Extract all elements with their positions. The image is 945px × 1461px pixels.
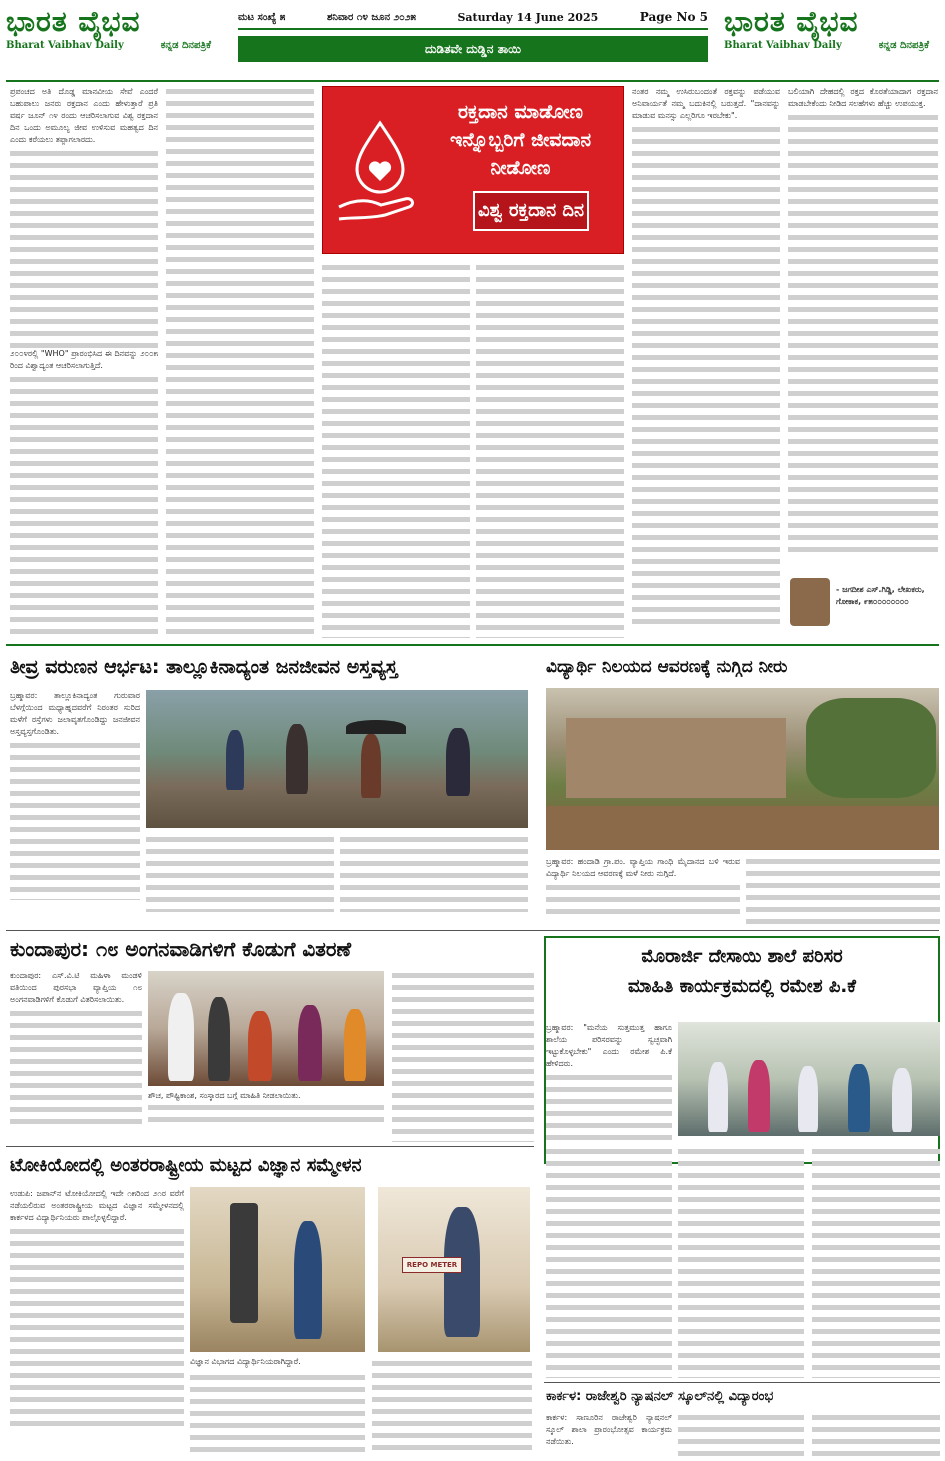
- person-figure: [208, 997, 230, 1081]
- person-figure: [248, 1011, 272, 1081]
- story-lead: ಕಾರ್ಕಳ: ಸಾಣೂರಿನ ರಾಜೇಶ್ವರಿ ನ್ಯಾಷನಲ್ ಸ್ಕೂಲ್‌ ಶಾಲಾ ಪ್ರಾರಂಭೋತ್ಸವ ಕಾರ್ಯಕ್ರಮ ನಡೆಯಿತು.: [546, 1413, 672, 1446]
- story-body-column: [340, 834, 528, 912]
- section-divider: [544, 1382, 940, 1383]
- story-headline: ಕುಂದಾಪುರ: ೧೮ ಅಂಗನವಾಡಿಗಳಿಗೆ ಕೊಡುಗೆ ವಿತರಣೆ: [10, 937, 352, 961]
- story-lead-column: [546, 1412, 672, 1456]
- person-figure: [286, 724, 308, 794]
- poster-band-title: ವಿಶ್ವ ರಕ್ತದಾನ ದಿನ: [473, 191, 589, 231]
- school-event-photo: [678, 1022, 940, 1136]
- body-text-lines: [788, 112, 938, 552]
- masthead-divider: [6, 80, 939, 82]
- umbrella-figure: [346, 720, 406, 734]
- author-photo: [790, 578, 830, 626]
- feature-column-5: [788, 86, 938, 574]
- photo-caption-text: ಶೌಚ, ಪೌಷ್ಟಿಕಾಂಶ, ಸಂಸ್ಕಾರದ ಬಗ್ಗೆ ಮಾಹಿತಿ ನೀಡಲಾಯಿತು.: [148, 1091, 301, 1100]
- photo-caption: ವಿಜ್ಞಾನ ವಿಭಾಗದ ವಿದ್ಯಾರ್ಥಿನಿಯರಾಗಿದ್ದಾರೆ.: [190, 1357, 301, 1366]
- story-lead: ಉಡುಪಿ: ಜಪಾನ್‌ನ ಟೋಕಿಯೋದಲ್ಲಿ ಇದೇ ೧೫ರಿಂದ ೨೧ರ ವರೆಗೆ ನಡೆಯಲಿರುವ ಅಂತರರಾಷ್ಟ್ರೀಯ ಮಟ್ಟದ ವಿಜ್ಞಾನ ಸಮ್ಮೇಳನದಲ್ಲಿ ಕಾರ್ಕಳದ ವಿದ್ಯಾರ್ಥಿನಿಯರು ಪಾಲ್ಗೊಳ್ಳಲಿದ್ದಾರೆ.: [10, 1189, 184, 1222]
- building-wall: [566, 718, 786, 798]
- story-body-column: [812, 1146, 940, 1378]
- poster-line-3: ನೀಡೋಣ: [490, 157, 551, 179]
- hostel-flood-photo: [546, 688, 939, 850]
- story-lead: ಕುಂದಾಪುರ: ಎಸ್.ವಿ.ಟಿ ಮಹಿಳಾ ಮಂಡಳಿ ವತಿಯಿಂದ ಪುರಸಭಾ ವ್ಯಾಪ್ತಿಯ ೧೮ ಅಂಗನವಾಡಿಗಳಿಗೆ ಕೊಡುಗೆ ವಿತರಿಸಲಾಯಿತು.: [10, 971, 142, 1004]
- brand-logo-left: [6, 4, 221, 74]
- brand-logo-right: [724, 4, 939, 74]
- project-sign: REPO METER: [402, 1257, 462, 1273]
- photo-caption: [148, 1090, 384, 1138]
- body-text-lines: [546, 1072, 672, 1140]
- poster-line-2: ಇನ್ನೊಬ್ಬರಿಗೆ ಜೀವದಾನ: [449, 129, 592, 151]
- student-figure: [798, 1066, 818, 1132]
- story-body-column: [812, 1412, 940, 1456]
- brand-english-name: Bharat Vaibhav Daily: [6, 40, 124, 51]
- story-body-column: [546, 1146, 672, 1378]
- feature-who-text: ೨೦೦೪ರಲ್ಲಿ "WHO" ಪ್ರಾರಂಭಿಸಿದ ಈ ದಿನವನ್ನು ೨೦೦೫ ರಿಂದ ವಿಶ್ವಾದ್ಯಂತ ಆಚರಿಸಲಾಗುತ್ತಿದೆ.: [10, 349, 158, 370]
- story-lead: ಬ್ರಹ್ಮಾವರ: "ಮನೆಯ ಸುತ್ತಮುತ್ತ ಹಾಗೂ ಶಾಲೆಯ ಪರಿಸರವನ್ನು ಸ್ವಚ್ಛವಾಗಿ ಇಟ್ಟುಕೊಳ್ಳಬೇಕು" ಎಂದು ರಮೇಶ ಪಿ.ಕೆ ಹೇಳಿದರು.: [546, 1023, 672, 1068]
- feature-column-2: [166, 86, 314, 638]
- story-body-column: [678, 1412, 804, 1456]
- body-text-lines: [10, 148, 158, 348]
- story-body-column: [372, 1358, 532, 1452]
- flood-photo: [146, 690, 528, 828]
- story-body-column: [678, 1146, 804, 1378]
- brand-subtitle: [724, 40, 939, 51]
- poster-line-1: ರಕ್ತದಾನ ಮಾಡೋಣ: [457, 101, 584, 123]
- story-lead-column: [10, 690, 140, 912]
- story-headline: ಕಾರ್ಕಳ: ರಾಜೇಶ್ವರಿ ನ್ಯಾಷನಲ್ ಸ್ಕೂಲ್‌ನಲ್ಲಿ ವಿದ್ಯಾರಂಭ: [546, 1389, 774, 1404]
- story-headline: ಟೋಕಿಯೋದಲ್ಲಿ ಅಂತರರಾಷ್ಟ್ರೀಯ ಮಟ್ಟದ ವಿಜ್ಞಾನ ಸಮ್ಮೇಳನ: [10, 1155, 362, 1176]
- author-byline: - ಜಗದೀಶ ಎಸ್.ಗಿಡ್ಡಿ, ಲೇಖಕರು, ಗೋಕಾಕ, ೯೫೦೦೦೦೦೦೦೦: [836, 585, 925, 606]
- brand-english-name: Bharat Vaibhav Daily: [724, 40, 842, 51]
- story-lead: ಬ್ರಹ್ಮಾವರ: ತಾಲ್ಲೂಕಿನಾದ್ಯಂತ ಗುರುವಾರ ಬೆಳಗ್ಗೆಯಿಂದ ಮಧ್ಯಾಹ್ನದವರೆಗೆ ನಿರಂತರ ಸುರಿದ ಮಳೆಗೆ ರಸ್ತೆಗಳು ಜಲಾವೃತಗೊಂಡಿದ್ದು ಜನಜೀವನ ಅಸ್ತವ್ಯಸ್ತಗೊಂಡಿತು.: [10, 691, 140, 736]
- hand-heart-icon: [335, 115, 425, 225]
- body-text-lines: [148, 1102, 384, 1126]
- issue-number: ಮಟ ಸಂಖ್ಯೆ ೫: [238, 11, 286, 23]
- feature-column-3b: [476, 262, 624, 638]
- brand-kannada-sub: ಕನ್ನಡ ದಿನಪತ್ರಿಕೆ: [160, 40, 211, 51]
- person-figure: [298, 1005, 322, 1081]
- masthead: [0, 0, 945, 78]
- story-lead-column: [10, 1188, 184, 1452]
- story-lead-column: [546, 1022, 672, 1140]
- body-text-lines: [10, 374, 158, 638]
- story-body-column: [746, 856, 940, 928]
- story-headline-line-1: ಮೊರಾರ್ಜಿ ದೇಸಾಯಿ ಶಾಲೆ ಪರಿಸರ: [641, 946, 843, 967]
- story-headline-line-2: ಮಾಹಿತಿ ಕಾರ್ಯಕ್ರಮದಲ್ಲಿ ರಮೇಶ ಪಿ.ಕೆ: [627, 976, 857, 997]
- story-body-column: [146, 834, 334, 912]
- brand-title: ಭಾರತ ವೈಭವ: [724, 5, 859, 38]
- story-lead-column: [546, 856, 740, 928]
- feature-col4-text: ನಂತರ ನಮ್ಮ ಉಸಿರುಬಂದಂತೆ ರಕ್ತವನ್ನು ಪಡೆಯುವ ಅನಿವಾರ್ಯತೆ ನಮ್ಮ ಬದುಕಿನಲ್ಲಿ ಬರುತ್ತದೆ. "ದಾನವನ್ನು ಮಾಡುವ ಮನಸ್ಸು ಎಲ್ಲರಿಗೂ ಇರಬೇಕು".: [632, 87, 780, 120]
- student-project-photo-2: [378, 1187, 530, 1352]
- feature-column-1: [10, 86, 158, 638]
- feature-column-3a: [322, 262, 470, 638]
- page-number: Page No 5: [639, 10, 708, 24]
- story-body-column: [392, 970, 534, 1142]
- section-divider: [6, 644, 939, 646]
- story-lead-column: [10, 970, 142, 1142]
- person-figure: [344, 1009, 366, 1081]
- section-divider: [6, 1146, 534, 1147]
- person-figure: [848, 1064, 870, 1132]
- body-text-lines: [10, 740, 140, 900]
- body-text-lines: [10, 1008, 142, 1128]
- brand-kannada-sub: ಕನ್ನಡ ದಿನಪತ್ರಿಕೆ: [878, 40, 929, 51]
- student-figure: [708, 1062, 728, 1132]
- student-project-photo-1: [190, 1187, 365, 1352]
- body-text-lines: [632, 124, 780, 624]
- student-figure: [294, 1221, 322, 1339]
- kannada-date: ಶನಿವಾರ ೧೪ ಜೂನ ೨೦೨೫: [326, 11, 416, 23]
- story-headline: ವಿದ್ಯಾರ್ಥಿ ನಿಲಯದ ಆವರಣಕ್ಕೆ ನುಗ್ಗಿದ ನೀರು: [546, 657, 788, 677]
- story-body-column: [190, 1372, 365, 1452]
- blood-donation-poster: [322, 86, 624, 254]
- person-figure: [748, 1060, 770, 1132]
- person-figure: [361, 734, 381, 798]
- story-headline: ತೀವ್ರ ವರುಣನ ಆರ್ಭಟ: ತಾಲ್ಲೂಕಿನಾದ್ಯಂತ ಜನಜೀವನ ಅಸ್ತವ್ಯಸ್ತ: [10, 656, 398, 678]
- body-text-lines: [546, 882, 740, 918]
- brand-subtitle: [6, 40, 221, 51]
- muddy-water: [546, 806, 939, 850]
- person-figure: [168, 993, 194, 1081]
- person-figure: [446, 728, 470, 796]
- body-text-lines: [10, 1226, 184, 1426]
- feature-col5-text: ಬಲಿಯಾಗಿ ದೇಹದಲ್ಲಿ ರಕ್ತದ ಕೊರತೆಯಾದಾಗ ರಕ್ತದಾನ ಮಾಡಬೇಕೆಂದು ನೀಡಿದ ಸಲಹೆಗಳು ಹೆಚ್ಚು ಉಪಯುಕ್ತ.: [788, 87, 938, 108]
- feature-intro-text: ಪ್ರಪಂಚದ ಅತಿ ದೊಡ್ಡ ಮಾನವೀಯ ಸೇವೆ ಎಂದರೆ ಬಹುಪಾಲು ಜನರು ರಕ್ತದಾನ ಎಂದು ಹೇಳುತ್ತಾರೆ ಪ್ರತಿ ವರ್ಷ ಜೂನ್ ೧೪ ರಂದು ಆಚರಿಸಲಾಗುವ ವಿಶ್ವ ರಕ್ತದಾನ ದಿನ ಒಂದು ಅಮೂಲ್ಯ ಜೀವ ಉಳಿಸುವ ಮಹತ್ವದ ದಿನ ಎಂದು ಕರೆಯಲು ತಪ್ಪಾಗಲಾರದು.: [10, 87, 158, 144]
- author-block: [790, 578, 940, 638]
- dateline: [238, 6, 708, 30]
- brand-title: ಭಾರತ ವೈಭವ: [6, 5, 141, 38]
- english-date: Saturday 14 June 2025: [457, 10, 599, 24]
- tagline: ದುಡಿತವೇ ದುಡ್ಡಿನ ತಾಯಿ: [238, 36, 708, 62]
- device-figure: [230, 1203, 258, 1323]
- story-lead: ಬ್ರಹ್ಮಾವರ: ಹಂದಾಡಿ ಗ್ರಾ.ಪಂ. ವ್ಯಾಪ್ತಿಯ ಗಾಂಧಿ ಮೈದಾನದ ಬಳಿ ಇರುವ ವಿದ್ಯಾರ್ಥಿ ನಿಲಯದ ಆವರಣಕ್ಕೆ ಮಳೆ ನೀರು ನುಗ್ಗಿದೆ.: [546, 857, 740, 878]
- student-figure: [892, 1068, 912, 1132]
- person-figure: [226, 730, 244, 790]
- donation-event-photo: [148, 971, 384, 1086]
- feature-column-4: [632, 86, 780, 638]
- tree-figure: [806, 698, 936, 798]
